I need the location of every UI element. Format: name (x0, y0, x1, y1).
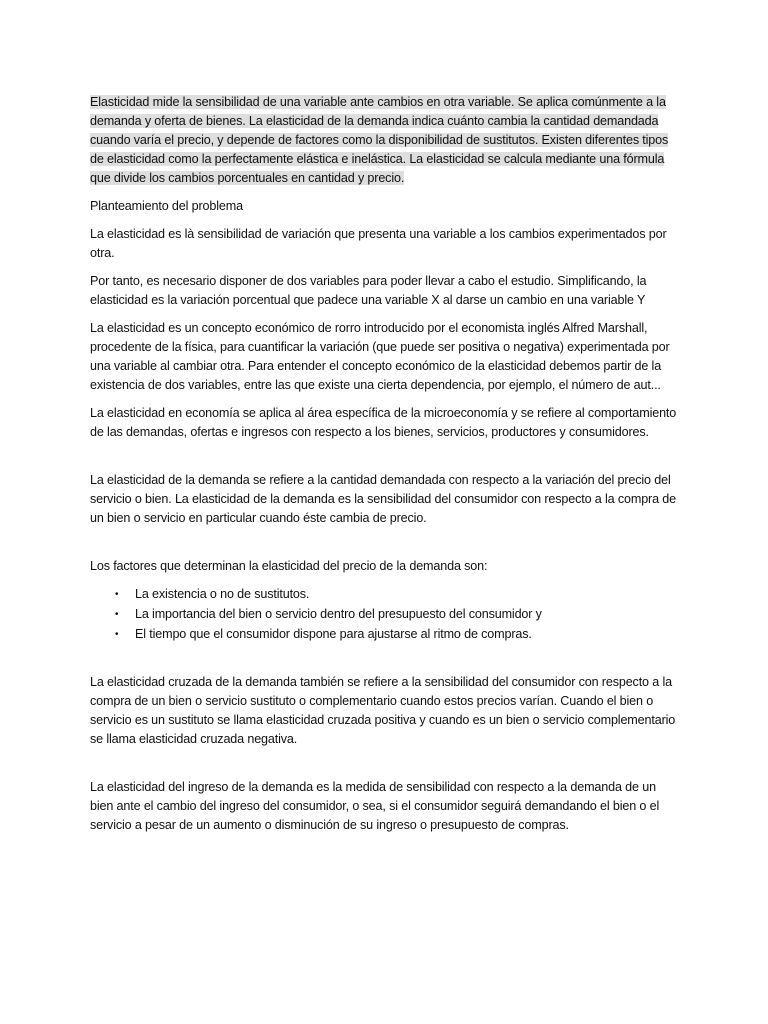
paragraph-microeconomics: La elasticidad en economía se aplica al área específica de la microeconomía y se refiere al comportamiento de las demandas, ofertas e ingresos con respecto a los bienes, servicios, productores y consumidores. (90, 406, 677, 439)
list-item (90, 625, 680, 644)
paragraph-income-elasticity: La elasticidad del ingreso de la demanda es la medida de sensibilidad con respecto a la demanda de un bien ante el cambio del ingreso del consumidor, o sea, si el consumidor seguirá demandando el bien o el servicio a pesar de un aumento o disminución de su ingreso o presupuesto de compras. (90, 780, 660, 832)
list-item (90, 605, 680, 624)
list-item-text: El tiempo que el consumidor dispone para ajustarse al ritmo de compras. (135, 627, 532, 641)
bullet-icon: • (115, 609, 119, 620)
list-item (90, 585, 680, 604)
document-page (90, 93, 680, 844)
paragraph-factors-intro: Los factores que determinan la elasticidad del precio de la demanda son: (90, 559, 488, 573)
summary-highlight: Elasticidad mide la sensibilidad de una variable ante cambios en otra variable. Se aplica comúnmente a la demanda y oferta de bienes. La elasticidad de la demanda indica cuánto cambia la cantidad demandada cuando varía el precio, y depende de factores como la disponibilidad de sustitutos. Existen diferentes tipos de elasticidad como la perfectamente elástica e inelástica. La elasticidad se calcula mediante una fórmula que divide los cambios porcentuales en cantidad y precio. (90, 95, 669, 185)
paragraph-demand-elasticity: La elasticidad de la demanda se refiere a la cantidad demandada con respecto a la variación del precio del servicio o bien. La elasticidad de la demanda es la sensibilidad del consumidor con respecto a la compra de un bien o servicio en particular cuando éste cambia de precio. (90, 473, 677, 525)
section-heading: Planteamiento del problema (90, 199, 243, 213)
summary-paragraph (90, 93, 680, 188)
paragraph-marshall: La elasticidad es un concepto económico de rorro introducido por el economista inglés Alfred Marshall, procedente de la física, para cuantificar la variación (que puede ser positiva o negativa) experimentada por una variable al cambiar otra. Para entender el concepto económico de la elasticidad debemos partir de la existencia de dos variables, entre las que existe una cierta dependencia, por ejemplo, el número de aut... (90, 321, 670, 392)
paragraph-cross-elasticity: La elasticidad cruzada de la demanda también se refiere a la sensibilidad del consumidor con respecto a la compra de un bien o servicio sustituto o complementario cuando estos precios varían. Cuando el bien o servicio es un sustituto se llama elasticidad cruzada positiva y cuando es un bien o servicio complementario se llama elasticidad cruzada negativa. (90, 675, 676, 746)
list-item-text: La existencia o no de sustitutos. (135, 587, 310, 601)
paragraph-definition: La elasticidad es là sensibilidad de variación que presenta una variable a los cambios experimentados por otra. (90, 227, 667, 260)
factors-list (90, 585, 680, 644)
bullet-icon: • (115, 589, 119, 600)
paragraph-variables: Por tanto, es necesario disponer de dos variables para poder llevar a cabo el estudio. Simplificando, la elasticidad es la variación porcentual que padece una variable X al darse un cambio en una variable Y (90, 274, 647, 307)
bullet-icon: • (115, 629, 119, 640)
list-item-text: La importancia del bien o servicio dentro del presupuesto del consumidor y (135, 607, 542, 621)
